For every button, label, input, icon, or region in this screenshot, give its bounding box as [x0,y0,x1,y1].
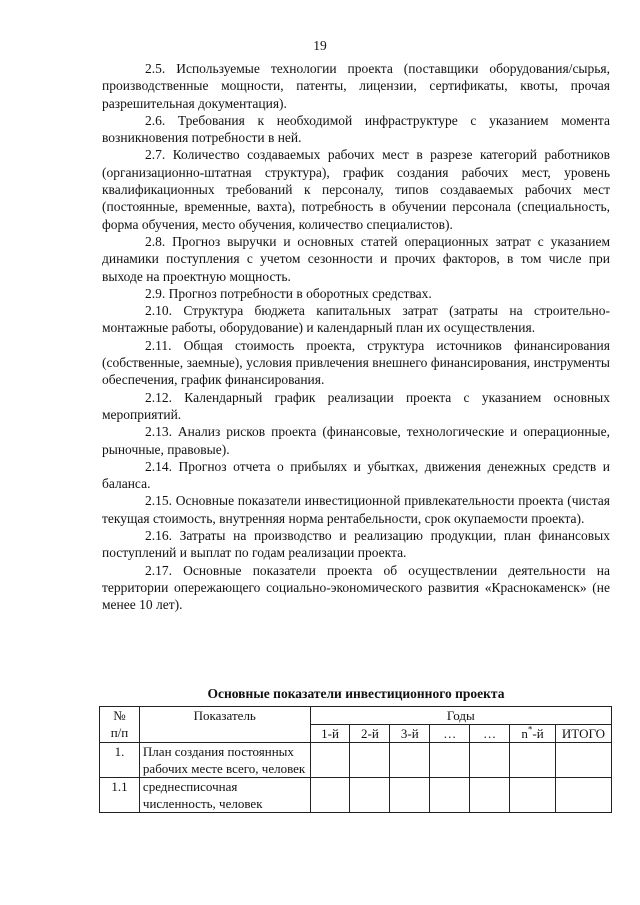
row-cell [390,778,430,813]
row-cell [470,778,510,813]
paragraph-2-6: 2.6. Требования к необходимой инфраструктуре с указанием момента возникновения потребности в ней. [102,112,610,146]
paragraph-2-9: 2.9. Прогноз потребности в оборотных средствах. [145,285,432,301]
paragraph-2-12: 2.12. Календарный график реализации проекта с указанием основных мероприятий. [102,389,610,422]
header-year-2: 2-й [350,725,390,743]
row-number: 1.1 [100,778,140,813]
paragraph-2-11: 2.11. Общая стоимость проекта, структура источников финансирования (собственные, заемные), условия привлечения внешнего финансирования, инструменты обеспечения, график финансирования. [102,337,610,388]
row-cell [350,778,390,813]
header-year-n-letter: n [521,726,528,741]
table-row [100,778,612,813]
table-header-row-1 [100,707,612,725]
header-total: ИТОГО [556,725,612,743]
row-cell [510,743,556,778]
header-num-symbol: № [113,708,126,723]
row-cell [430,778,470,813]
paragraph-2-15: 2.15. Основные показатели инвестиционной привлекательности проекта (чистая текущая стоимость, внутренняя норма рентабельности, срок окупаемости проекта). [102,493,610,526]
table-row [100,743,612,778]
header-years: Годы [310,707,611,725]
paragraph-2-13: 2.13. Анализ рисков проекта (финансовые, технологические и операционные, рыночные, правовые). [102,424,610,457]
row-cell [390,743,430,778]
paragraph-2-16: 2.16. Затраты на производство и реализацию продукции, план финансовых поступлений и выплат по годам реализации проекта. [102,528,610,561]
header-year-ellipsis-2: … [470,725,510,743]
paragraph-2-7: 2.7. Количество создаваемых рабочих мест в разрезе категорий работников (организационно-штатная структура), график создания рабочих мест, уровень квалификационных требований к персоналу, типов создаваемых рабочих мест (постоянные, временные, вахта), потребность в обучении персонала (специальность, форма обучения, место обучения, количество специалистов). [102,147,610,232]
page-number: 19 [313,38,327,53]
header-indicator: Показатель [139,707,310,743]
header-num-cell [100,707,140,743]
row-cell [310,743,350,778]
table-title: Основные показатели инвестиционного проекта [207,686,505,701]
row-cell [310,778,350,813]
indicators-table [99,706,612,813]
paragraph-2-14: 2.14. Прогноз отчета о прибылях и убытках, движения денежных средств и баланса. [102,458,610,492]
row-label: среднесписочная численность, человек [139,778,310,813]
header-year-n-star: * [527,724,533,735]
header-year-ellipsis-1: … [430,725,470,743]
body-text [102,60,610,614]
header-year-1: 1-й [310,725,350,743]
row-cell [470,743,510,778]
row-number: 1. [100,743,140,778]
paragraph-2-8: 2.8. Прогноз выручки и основных статей операционных затрат с указанием динамики поступления с учетом сезонности и прочих факторов, в том числе при выходе на проектную мощность. [102,233,610,284]
row-cell [556,778,612,813]
paragraph-2-17: 2.17. Основные показатели проекта об осуществлении деятельности на территории опережающего социально-экономического развития «Краснокаменск» (не менее 10 лет). [102,562,610,613]
row-cell [430,743,470,778]
row-cell [510,778,556,813]
header-year-n [510,725,556,743]
row-cell [350,743,390,778]
header-year-3: 3-й [390,725,430,743]
paragraph-2-5: 2.5. Используемые технологии проекта (поставщики оборудования/сырья, производственные мощности, патенты, лицензии, сертификаты, квоты, прочая разрешительная документация). [102,61,610,111]
row-label: План создания постоянных рабочих месте всего, человек [139,743,310,778]
paragraph-2-10: 2.10. Структура бюджета капитальных затрат (затраты на строительно-монтажные работы, оборудование) и календарный план их осуществления. [102,303,610,336]
header-year-n-suffix: -й [532,726,544,741]
header-num-abbrev: п/п [110,725,129,740]
row-cell [556,743,612,778]
